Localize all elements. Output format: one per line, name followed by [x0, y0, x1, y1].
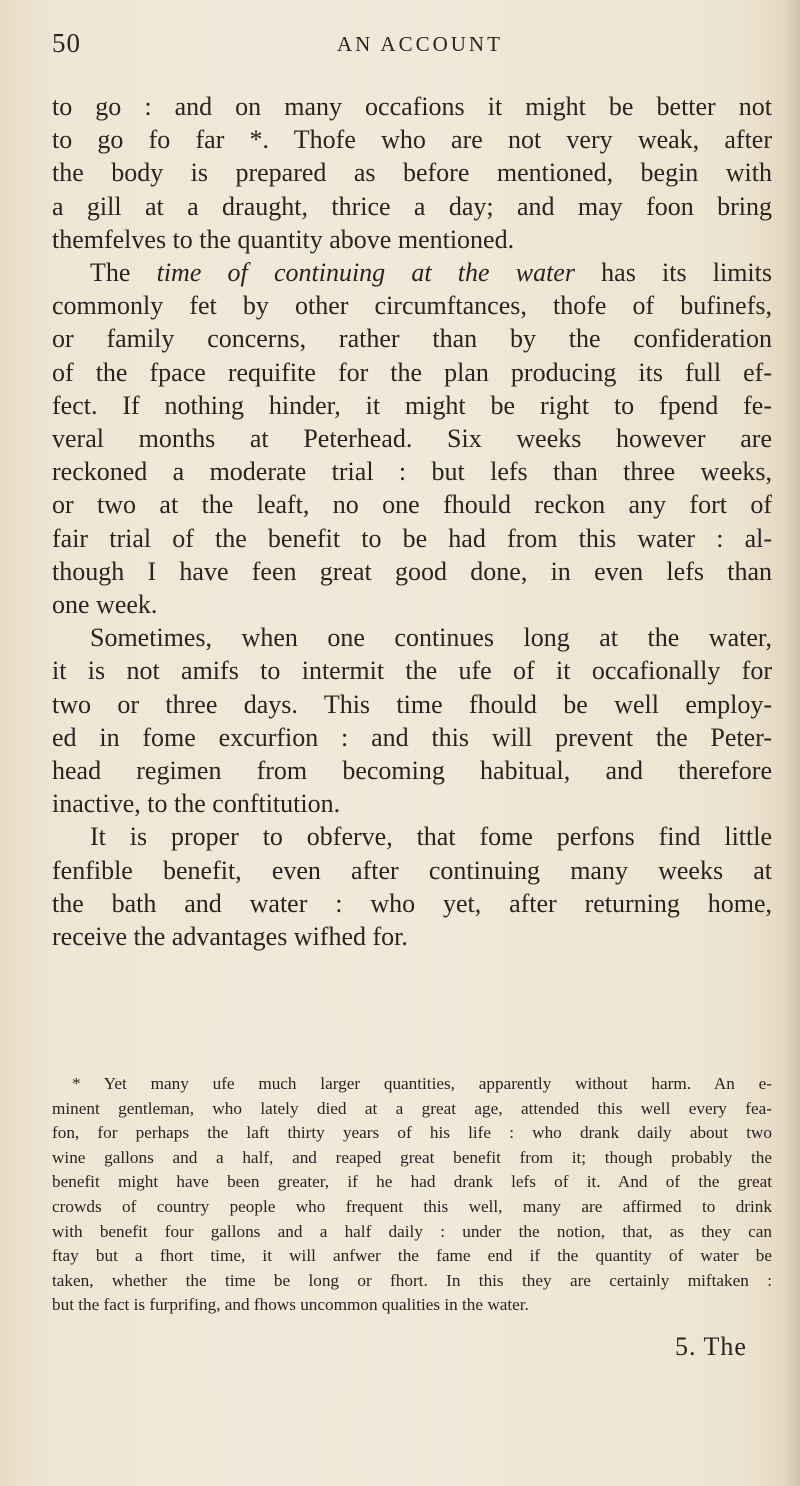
- text-line: of the fpace requifite for the plan producing its full ef-: [52, 357, 772, 387]
- text-line: the body is prepared as before mentioned, begin with: [52, 158, 772, 188]
- paragraph-3: [52, 621, 772, 820]
- text-line: themfelves to the quantity above mentioned.: [52, 224, 515, 254]
- text-line: [52, 256, 772, 289]
- footnote-line: fon, for perhaps the laft thirty years of his life : who drank daily about two: [52, 1123, 772, 1143]
- text-line: the bath and water : who yet, after returning home,: [52, 888, 772, 918]
- page-header: [52, 28, 752, 68]
- text-line: ed in fome excurfion : and this will prevent the Peter-: [52, 722, 772, 752]
- text-line: commonly fet by other circumftances, thofe of bufinefs,: [52, 291, 772, 321]
- text-line: fenfible benefit, even after continuing many weeks at: [52, 855, 772, 885]
- footnote-line: with benefit four gallons and a half daily : under the notion, that, as they can: [52, 1221, 772, 1241]
- footnote-line: * Yet many ufe much larger quantities, apparently without harm. An e-: [72, 1074, 772, 1093]
- text-line: to go fo far *. Thofe who are not very weak, after: [52, 125, 772, 155]
- text-line: receive the advantages wifhed for.: [52, 922, 408, 952]
- text-line: a gill at a draught, thrice a day; and may foon bring: [52, 191, 772, 221]
- text-line: to go : and on many occafions it might be better not: [52, 92, 772, 121]
- running-head: AN ACCOUNT: [337, 32, 503, 56]
- text-line: or two at the leaft, no one fhould reckon any fort of: [52, 490, 772, 520]
- page-number: 50: [52, 28, 81, 58]
- italic-phrase: time of continuing at the water: [156, 258, 575, 288]
- main-text: [52, 90, 772, 953]
- text-line: Sometimes, when one continues long at the water,: [90, 623, 772, 653]
- catchword: 5. The: [675, 1332, 747, 1361]
- text-line: it is not amifs to intermit the ufe of it occafionally for: [52, 656, 772, 686]
- footnote-line: wine gallons and a half, and reaped great benefit from it; though probably the: [52, 1147, 772, 1167]
- text-line: though I have feen great good done, in even lefs than: [52, 556, 772, 586]
- text-line: veral months at Peterhead. Six weeks however are: [52, 424, 772, 454]
- text-line: It is proper to obferve, that fome perfons find little: [90, 822, 772, 852]
- text-fragment: has its limits: [574, 258, 772, 288]
- footnote-line: ftay but a fhort time, it will anfwer the fame end if the quantity of water be: [52, 1246, 772, 1266]
- paragraph-1: [52, 90, 772, 256]
- footnote-line: but the fact is furprifing, and fhows uncommon qualities in the water.: [52, 1295, 529, 1315]
- text-line: inactive, to the conftitution.: [52, 789, 341, 819]
- paragraph-4: [52, 820, 772, 953]
- text-line: one week.: [52, 590, 158, 620]
- footnote-line: taken, whether the time be long or fhort. In this they are certainly miftaken :: [52, 1270, 772, 1290]
- paragraph-2: [52, 256, 772, 621]
- text-line: head regimen from becoming habitual, and therefore: [52, 756, 772, 786]
- footnote-line: minent gentleman, who lately died at a great age, attended this well every fea-: [52, 1098, 772, 1118]
- footnote-line: benefit might have been greater, if he had drank lefs of it. And of the great: [52, 1172, 772, 1192]
- text-line: fair trial of the benefit to be had from this water : al-: [52, 523, 772, 553]
- page-edge-shadow: [782, 0, 800, 1486]
- footnote-line: crowds of country people who frequent this well, many are affirmed to drink: [52, 1196, 772, 1216]
- text-line: reckoned a moderate trial : but lefs than three weeks,: [52, 457, 772, 487]
- text-fragment: The: [90, 258, 157, 288]
- footnote: [52, 1072, 772, 1318]
- text-line: two or three days. This time fhould be well employ-: [52, 689, 772, 719]
- text-line: or family concerns, rather than by the confideration: [52, 324, 772, 354]
- text-line: fect. If nothing hinder, it might be right to fpend fe-: [52, 390, 772, 420]
